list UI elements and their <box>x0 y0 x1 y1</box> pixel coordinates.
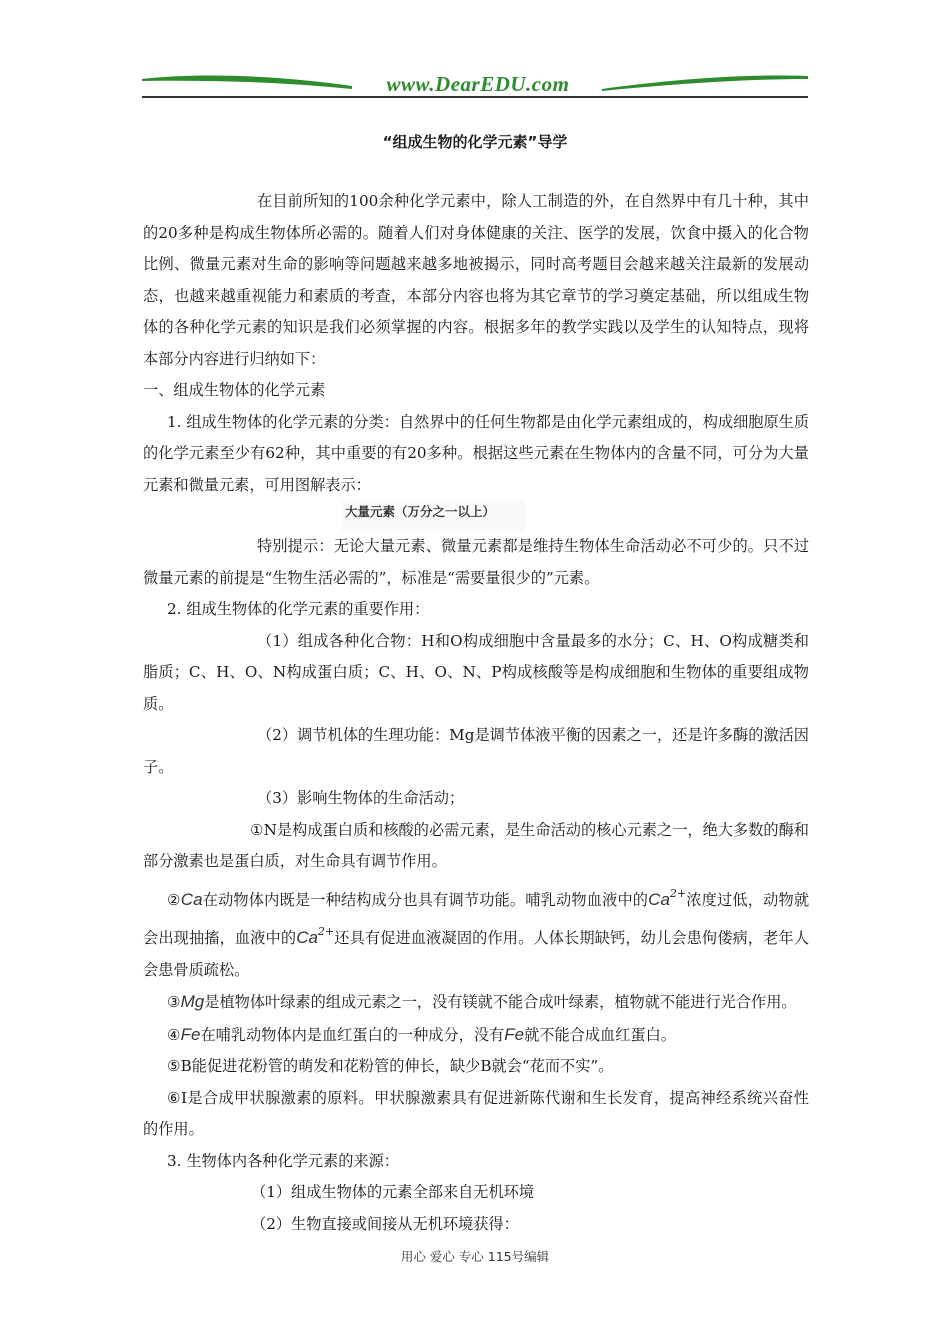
ca-symbol: Ca <box>648 889 670 909</box>
element-diagram-label: 大量元素（万分之一以上） <box>341 501 525 531</box>
site-logo: www.DearEDU.com <box>386 72 570 96</box>
i-element-item: ⑥I是合成甲状腺激素的原料。甲状腺激素具有促进新陈代谢和生长发育，提高神经系统兴奋性的作用。 <box>143 1088 809 1138</box>
special-tip: 特别提示：无论大量元素、微量元素都是维持生物体生命活动必不可少的。只不过微量元素的前提是“生物生活必需的”，标准是“需要量很少的”元素。 <box>143 537 809 587</box>
item-3-sources: 3. 生物体内各种化学元素的来源： <box>167 1151 399 1170</box>
role-1-compounds: （1）组成各种化合物：H和O构成细胞中含量最多的水分；C、H、O构成糖类和脂质；C、H、O、N构成蛋白质；C、H、O、N、P构成核酸等是构成细胞和生物体的重要组成物质。 <box>143 631 809 713</box>
ca-symbol: Ca <box>296 928 318 947</box>
fe-element-item: ④Fe在哺乳动物体内是血红蛋白的一种成分，没有Fe就不能合成血红蛋白。 <box>167 1024 676 1044</box>
b-element-item: ⑤B能促进花粉管的萌发和花粉管的伸长，缺少B就会“花而不实”。 <box>167 1057 614 1075</box>
document-title: “组成生物的化学元素”导学 <box>382 133 568 151</box>
fe-symbol: Fe <box>180 1024 201 1044</box>
page-footer: 用心 爱心 专心 115号编辑 <box>400 1249 550 1264</box>
n-element-item: ①N是构成蛋白质和核酸的必需元素，是生命活动的核心元素之一，绝大多数的酶和部分激素也是蛋白质，对生命具有调节作用。 <box>143 820 809 870</box>
item-2-roles: 2. 组成生物体的化学元素的重要作用： <box>167 600 430 618</box>
page-header <box>142 70 808 100</box>
ca-symbol: Ca <box>180 889 203 909</box>
source-2: （2）生物直接或间接从无机环境获得： <box>251 1214 519 1233</box>
fe-symbol: Fe <box>504 1024 525 1044</box>
role-3-life-activity: （3）影响生物体的生命活动； <box>257 789 465 807</box>
intro-paragraph: 在目前所知的100余种化学元素中，除人工制造的外，在自然界中有几十种，其中的20多种是构成生物体所必需的。随着人们对身体健康的关注、医学的发展，饮食中摄入的化合物比例、微量元素对生命的影响等问题越来越多地被揭示，同时高考题目会越来越关注最新的发展动态，也越来越重视能力和素质的考查，本部分内容也将为其它章节的学习奠定基础，所以组成生物体的各种化学元素的知识是我们必须掌握的内容。根据多年的教学实践以及学生的认知特点，现将本部分内容进行归纳如下： <box>143 192 809 368</box>
item-1-classification: 1. 组成生物体的化学元素的分类：自然界中的任何生物都是由化学元素组成的，构成细胞原生质的化学元素至少有62种，其中重要的有20多种。根据这些元素在生物体内的含量不同，可分为大量元素和微量元素，可用图解表示： <box>143 412 810 494</box>
document-body <box>143 186 809 1240</box>
section-heading: 一、组成生物体的化学元素 <box>143 381 326 399</box>
ca-charge: 2+ <box>669 886 687 900</box>
mg-symbol: Mg <box>180 992 205 1011</box>
ca-element-item: ②Ca在动物体内既是一种结构成分也具有调节功能。哺乳动物血液中的$Ca^{2+}$浓度过低，动物就会出现抽搐，血液中的$Ca^{2+}$还具有促进血液凝固的作用。人体长期缺钙，幼儿会患佝偻病，老年人会患骨质疏松。 <box>143 886 810 979</box>
source-1: （1）组成生物体的元素全部来自无机环境 <box>251 1183 535 1201</box>
ca-charge: 2+ <box>317 925 335 938</box>
header-rule <box>142 96 808 98</box>
role-2-regulation: （2）调节机体的生理功能：Mg是调节体液平衡的因素之一，还是许多酶的激活因子。 <box>143 726 809 776</box>
mg-element-item: ③Mg是植物体叶绿素的组成元素之一，没有镁就不能合成叶绿素，植物就不能进行光合作用。 <box>167 992 797 1011</box>
